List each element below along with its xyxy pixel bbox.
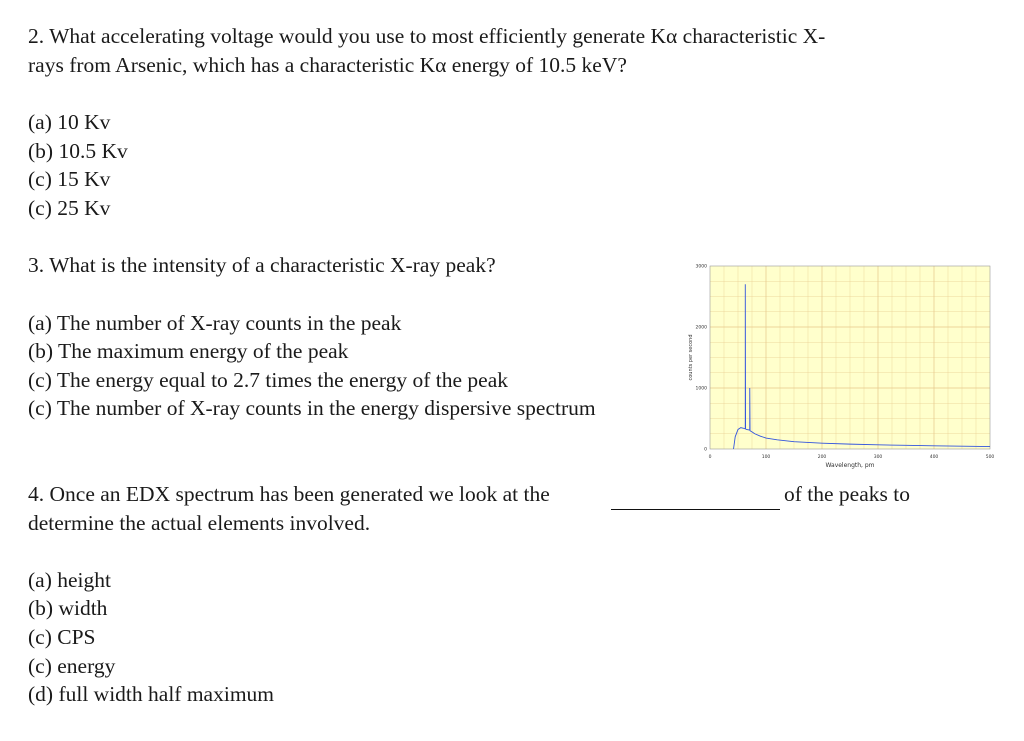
x-tick-label: 200 (817, 455, 827, 460)
q4-option-b: (b) width (28, 596, 108, 620)
q3-question: 3. What is the intensity of a characteristic X-ray peak? (28, 253, 496, 277)
y-axis-label: counts per second (688, 334, 694, 381)
q2-line-1: 2. What accelerating voltage would you use to most efficiently generate Kα characteristic X- (28, 24, 826, 48)
q4-line-1-before: 4. Once an EDX spectrum has been generated we look at the (28, 482, 550, 506)
y-tick-label: 2000 (695, 325, 707, 331)
q3-option-d: (c) The number of X-ray counts in the energy dispersive spectrum (28, 396, 596, 420)
x-tick-label: 100 (761, 455, 771, 460)
x-tick-label: 400 (929, 455, 939, 460)
q2-option-a: (a) 10 Kv (28, 110, 111, 134)
x-tick-label: 300 (873, 455, 883, 460)
answer-blank[interactable] (611, 509, 780, 510)
q4-option-e: (d) full width half maximum (28, 682, 275, 706)
q2-option-b: (b) 10.5 Kv (28, 139, 128, 163)
xray-spectrum-chart (676, 258, 996, 478)
q2-line-2: rays from Arsenic, which has a characteristic Kα energy of 10.5 keV? (28, 53, 627, 77)
q3-option-c: (c) The energy equal to 2.7 times the energy of the peak (28, 368, 509, 392)
y-tick-label: 1000 (695, 386, 707, 392)
q3-option-a: (a) The number of X-ray counts in the peak (28, 311, 402, 335)
q4-option-d: (c) energy (28, 654, 116, 678)
q4-line-2: determine the actual elements involved. (28, 511, 371, 535)
y-tick-label: 3000 (695, 264, 707, 270)
x-axis-label: Wavelength, pm (825, 462, 875, 469)
x-tick-label: 500 (985, 455, 995, 460)
y-tick-label: 0 (704, 447, 707, 453)
q2-option-c: (c) 15 Kv (28, 167, 111, 191)
q2-option-d: (c) 25 Kv (28, 196, 111, 220)
q4-option-c: (c) CPS (28, 625, 96, 649)
q3-option-b: (b) The maximum energy of the peak (28, 339, 349, 363)
q4-option-a: (a) height (28, 568, 111, 592)
grid (710, 266, 990, 449)
q4-line-1-after: of the peaks to (784, 482, 910, 506)
x-tick-label: 0 (708, 455, 712, 460)
